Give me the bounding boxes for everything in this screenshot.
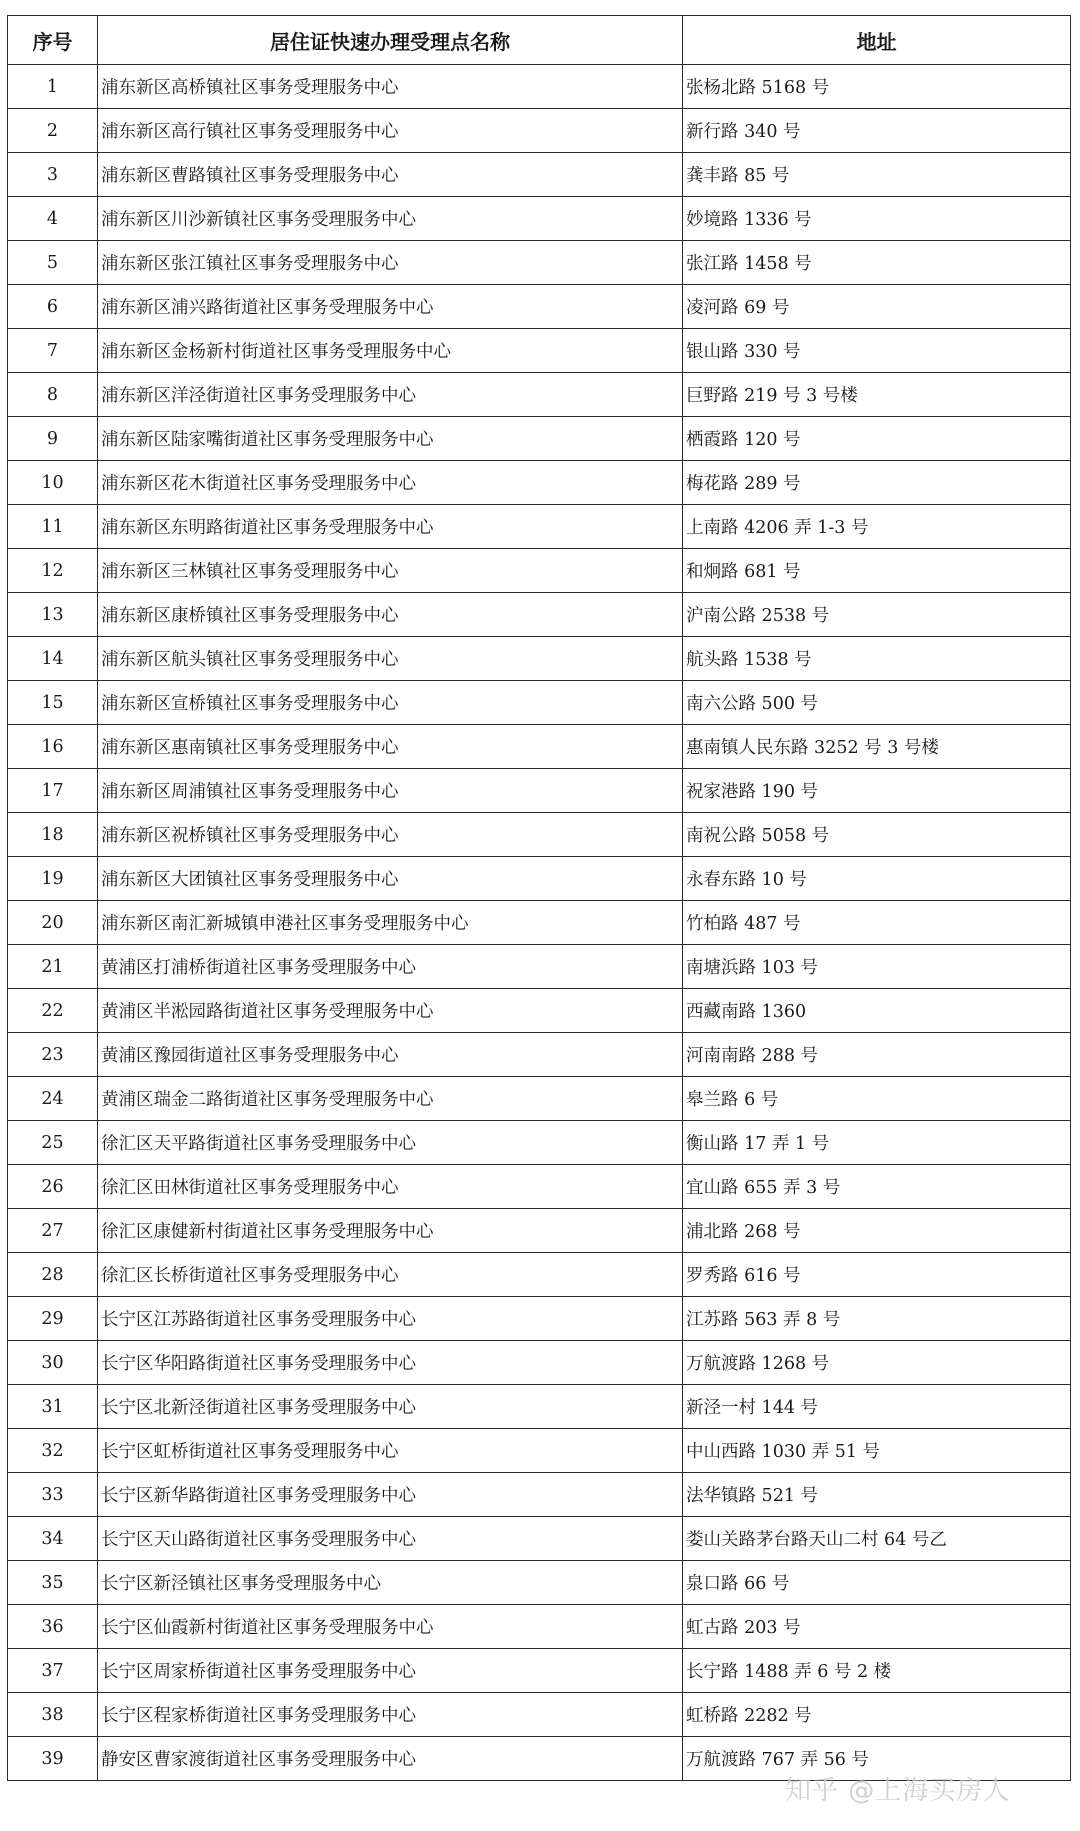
table-row bbox=[8, 769, 1071, 813]
row-index: 38 bbox=[8, 1693, 98, 1737]
row-address: 万航渡路 1268 号 bbox=[683, 1341, 1071, 1385]
row-center-name: 浦东新区浦兴路街道社区事务受理服务中心 bbox=[98, 285, 683, 329]
header-index: 序号 bbox=[8, 16, 98, 65]
row-center-name: 静安区曹家渡街道社区事务受理服务中心 bbox=[98, 1737, 683, 1781]
row-index: 31 bbox=[8, 1385, 98, 1429]
row-address: 妙境路 1336 号 bbox=[683, 197, 1071, 241]
row-address: 竹柏路 487 号 bbox=[683, 901, 1071, 945]
row-address: 长宁路 1488 弄 6 号 2 楼 bbox=[683, 1649, 1071, 1693]
row-address: 万航渡路 767 弄 56 号 bbox=[683, 1737, 1071, 1781]
row-center-name: 浦东新区东明路街道社区事务受理服务中心 bbox=[98, 505, 683, 549]
row-center-name: 长宁区虹桥街道社区事务受理服务中心 bbox=[98, 1429, 683, 1473]
row-center-name: 长宁区天山路街道社区事务受理服务中心 bbox=[98, 1517, 683, 1561]
table-row bbox=[8, 1385, 1071, 1429]
row-index: 5 bbox=[8, 241, 98, 285]
row-index: 32 bbox=[8, 1429, 98, 1473]
table-row bbox=[8, 1561, 1071, 1605]
row-address: 江苏路 563 弄 8 号 bbox=[683, 1297, 1071, 1341]
row-index: 30 bbox=[8, 1341, 98, 1385]
header-row bbox=[8, 16, 1071, 65]
row-address: 航头路 1538 号 bbox=[683, 637, 1071, 681]
table-row bbox=[8, 1253, 1071, 1297]
table-row bbox=[8, 1297, 1071, 1341]
row-address: 张杨北路 5168 号 bbox=[683, 65, 1071, 109]
row-center-name: 长宁区仙霞新村街道社区事务受理服务中心 bbox=[98, 1605, 683, 1649]
row-center-name: 长宁区周家桥街道社区事务受理服务中心 bbox=[98, 1649, 683, 1693]
row-address: 皋兰路 6 号 bbox=[683, 1077, 1071, 1121]
row-address: 河南南路 288 号 bbox=[683, 1033, 1071, 1077]
row-index: 7 bbox=[8, 329, 98, 373]
table-row bbox=[8, 65, 1071, 109]
table-header bbox=[8, 16, 1071, 65]
table-row bbox=[8, 1165, 1071, 1209]
row-address: 永春东路 10 号 bbox=[683, 857, 1071, 901]
row-center-name: 黄浦区半淞园路街道社区事务受理服务中心 bbox=[98, 989, 683, 1033]
row-address: 泉口路 66 号 bbox=[683, 1561, 1071, 1605]
row-address: 南塘浜路 103 号 bbox=[683, 945, 1071, 989]
row-address: 祝家港路 190 号 bbox=[683, 769, 1071, 813]
table-row bbox=[8, 989, 1071, 1033]
table-row bbox=[8, 1693, 1071, 1737]
row-center-name: 徐汇区田林街道社区事务受理服务中心 bbox=[98, 1165, 683, 1209]
row-address: 凌河路 69 号 bbox=[683, 285, 1071, 329]
row-center-name: 浦东新区金杨新村街道社区事务受理服务中心 bbox=[98, 329, 683, 373]
table-row bbox=[8, 813, 1071, 857]
row-center-name: 浦东新区惠南镇社区事务受理服务中心 bbox=[98, 725, 683, 769]
row-index: 8 bbox=[8, 373, 98, 417]
row-index: 21 bbox=[8, 945, 98, 989]
row-index: 6 bbox=[8, 285, 98, 329]
row-address: 银山路 330 号 bbox=[683, 329, 1071, 373]
row-index: 26 bbox=[8, 1165, 98, 1209]
row-center-name: 长宁区华阳路街道社区事务受理服务中心 bbox=[98, 1341, 683, 1385]
table-row bbox=[8, 725, 1071, 769]
row-index: 37 bbox=[8, 1649, 98, 1693]
table-row bbox=[8, 549, 1071, 593]
row-center-name: 长宁区新华路街道社区事务受理服务中心 bbox=[98, 1473, 683, 1517]
row-center-name: 浦东新区曹路镇社区事务受理服务中心 bbox=[98, 153, 683, 197]
row-address: 新泾一村 144 号 bbox=[683, 1385, 1071, 1429]
row-index: 35 bbox=[8, 1561, 98, 1605]
row-index: 19 bbox=[8, 857, 98, 901]
table-row bbox=[8, 505, 1071, 549]
row-address: 南六公路 500 号 bbox=[683, 681, 1071, 725]
row-address: 浦北路 268 号 bbox=[683, 1209, 1071, 1253]
row-index: 39 bbox=[8, 1737, 98, 1781]
row-index: 10 bbox=[8, 461, 98, 505]
row-index: 25 bbox=[8, 1121, 98, 1165]
row-address: 张江路 1458 号 bbox=[683, 241, 1071, 285]
row-center-name: 浦东新区三林镇社区事务受理服务中心 bbox=[98, 549, 683, 593]
row-center-name: 徐汇区天平路街道社区事务受理服务中心 bbox=[98, 1121, 683, 1165]
header-name: 居住证快速办理受理点名称 bbox=[98, 16, 683, 65]
row-address: 惠南镇人民东路 3252 号 3 号楼 bbox=[683, 725, 1071, 769]
row-address: 西藏南路 1360 bbox=[683, 989, 1071, 1033]
row-center-name: 长宁区新泾镇社区事务受理服务中心 bbox=[98, 1561, 683, 1605]
row-address: 梅花路 289 号 bbox=[683, 461, 1071, 505]
row-address: 新行路 340 号 bbox=[683, 109, 1071, 153]
row-address: 衡山路 17 弄 1 号 bbox=[683, 1121, 1071, 1165]
row-center-name: 浦东新区花木街道社区事务受理服务中心 bbox=[98, 461, 683, 505]
row-center-name: 长宁区江苏路街道社区事务受理服务中心 bbox=[98, 1297, 683, 1341]
row-center-name: 浦东新区航头镇社区事务受理服务中心 bbox=[98, 637, 683, 681]
row-address: 虹桥路 2282 号 bbox=[683, 1693, 1071, 1737]
table-row bbox=[8, 1341, 1071, 1385]
row-center-name: 浦东新区周浦镇社区事务受理服务中心 bbox=[98, 769, 683, 813]
row-index: 16 bbox=[8, 725, 98, 769]
table-row bbox=[8, 901, 1071, 945]
table-row bbox=[8, 1649, 1071, 1693]
row-index: 23 bbox=[8, 1033, 98, 1077]
table-row bbox=[8, 681, 1071, 725]
table-row bbox=[8, 329, 1071, 373]
row-center-name: 浦东新区洋泾街道社区事务受理服务中心 bbox=[98, 373, 683, 417]
row-center-name: 长宁区北新泾街道社区事务受理服务中心 bbox=[98, 1385, 683, 1429]
row-index: 12 bbox=[8, 549, 98, 593]
row-center-name: 浦东新区陆家嘴街道社区事务受理服务中心 bbox=[98, 417, 683, 461]
row-index: 17 bbox=[8, 769, 98, 813]
table-row bbox=[8, 945, 1071, 989]
watermark-text: 知乎 @上海买房人 bbox=[785, 1776, 1011, 1806]
row-center-name: 浦东新区高行镇社区事务受理服务中心 bbox=[98, 109, 683, 153]
table-row bbox=[8, 1121, 1071, 1165]
table-row bbox=[8, 857, 1071, 901]
table-body bbox=[8, 65, 1071, 1781]
row-center-name: 浦东新区大团镇社区事务受理服务中心 bbox=[98, 857, 683, 901]
table-row bbox=[8, 1737, 1071, 1781]
row-index: 22 bbox=[8, 989, 98, 1033]
row-center-name: 黄浦区打浦桥街道社区事务受理服务中心 bbox=[98, 945, 683, 989]
row-index: 27 bbox=[8, 1209, 98, 1253]
table-row bbox=[8, 461, 1071, 505]
table-row bbox=[8, 1473, 1071, 1517]
table-row bbox=[8, 1077, 1071, 1121]
row-index: 13 bbox=[8, 593, 98, 637]
row-address: 中山西路 1030 弄 51 号 bbox=[683, 1429, 1071, 1473]
service-center-table bbox=[7, 15, 1071, 1781]
row-index: 29 bbox=[8, 1297, 98, 1341]
row-index: 24 bbox=[8, 1077, 98, 1121]
row-address: 沪南公路 2538 号 bbox=[683, 593, 1071, 637]
row-address: 巨野路 219 号 3 号楼 bbox=[683, 373, 1071, 417]
row-center-name: 浦东新区张江镇社区事务受理服务中心 bbox=[98, 241, 683, 285]
row-address: 和炯路 681 号 bbox=[683, 549, 1071, 593]
row-index: 18 bbox=[8, 813, 98, 857]
table-row bbox=[8, 1033, 1071, 1077]
row-address: 栖霞路 120 号 bbox=[683, 417, 1071, 461]
row-index: 14 bbox=[8, 637, 98, 681]
row-center-name: 浦东新区南汇新城镇申港社区事务受理服务中心 bbox=[98, 901, 683, 945]
table-row bbox=[8, 109, 1071, 153]
row-index: 3 bbox=[8, 153, 98, 197]
table-row bbox=[8, 285, 1071, 329]
table-row bbox=[8, 153, 1071, 197]
row-center-name: 浦东新区康桥镇社区事务受理服务中心 bbox=[98, 593, 683, 637]
row-center-name: 浦东新区高桥镇社区事务受理服务中心 bbox=[98, 65, 683, 109]
table-row bbox=[8, 241, 1071, 285]
table-row bbox=[8, 1429, 1071, 1473]
row-index: 33 bbox=[8, 1473, 98, 1517]
table-row bbox=[8, 593, 1071, 637]
row-address: 上南路 4206 弄 1-3 号 bbox=[683, 505, 1071, 549]
table-row bbox=[8, 373, 1071, 417]
row-address: 虹古路 203 号 bbox=[683, 1605, 1071, 1649]
row-address: 娄山关路茅台路天山二村 64 号乙 bbox=[683, 1517, 1071, 1561]
row-center-name: 黄浦区豫园街道社区事务受理服务中心 bbox=[98, 1033, 683, 1077]
row-address: 法华镇路 521 号 bbox=[683, 1473, 1071, 1517]
row-center-name: 长宁区程家桥街道社区事务受理服务中心 bbox=[98, 1693, 683, 1737]
row-center-name: 浦东新区宣桥镇社区事务受理服务中心 bbox=[98, 681, 683, 725]
table-row bbox=[8, 1605, 1071, 1649]
row-address: 罗秀路 616 号 bbox=[683, 1253, 1071, 1297]
row-address: 南祝公路 5058 号 bbox=[683, 813, 1071, 857]
row-center-name: 黄浦区瑞金二路街道社区事务受理服务中心 bbox=[98, 1077, 683, 1121]
row-index: 34 bbox=[8, 1517, 98, 1561]
table-row bbox=[8, 417, 1071, 461]
row-index: 15 bbox=[8, 681, 98, 725]
row-index: 36 bbox=[8, 1605, 98, 1649]
row-index: 9 bbox=[8, 417, 98, 461]
row-index: 20 bbox=[8, 901, 98, 945]
row-index: 11 bbox=[8, 505, 98, 549]
table-row bbox=[8, 197, 1071, 241]
header-address: 地址 bbox=[683, 16, 1071, 65]
row-center-name: 浦东新区川沙新镇社区事务受理服务中心 bbox=[98, 197, 683, 241]
row-index: 2 bbox=[8, 109, 98, 153]
table-row bbox=[8, 1209, 1071, 1253]
row-center-name: 徐汇区长桥街道社区事务受理服务中心 bbox=[98, 1253, 683, 1297]
row-index: 1 bbox=[8, 65, 98, 109]
table-row bbox=[8, 1517, 1071, 1561]
row-center-name: 浦东新区祝桥镇社区事务受理服务中心 bbox=[98, 813, 683, 857]
row-center-name: 徐汇区康健新村街道社区事务受理服务中心 bbox=[98, 1209, 683, 1253]
row-index: 4 bbox=[8, 197, 98, 241]
row-index: 28 bbox=[8, 1253, 98, 1297]
row-address: 宜山路 655 弄 3 号 bbox=[683, 1165, 1071, 1209]
table-row bbox=[8, 637, 1071, 681]
row-address: 龚丰路 85 号 bbox=[683, 153, 1071, 197]
